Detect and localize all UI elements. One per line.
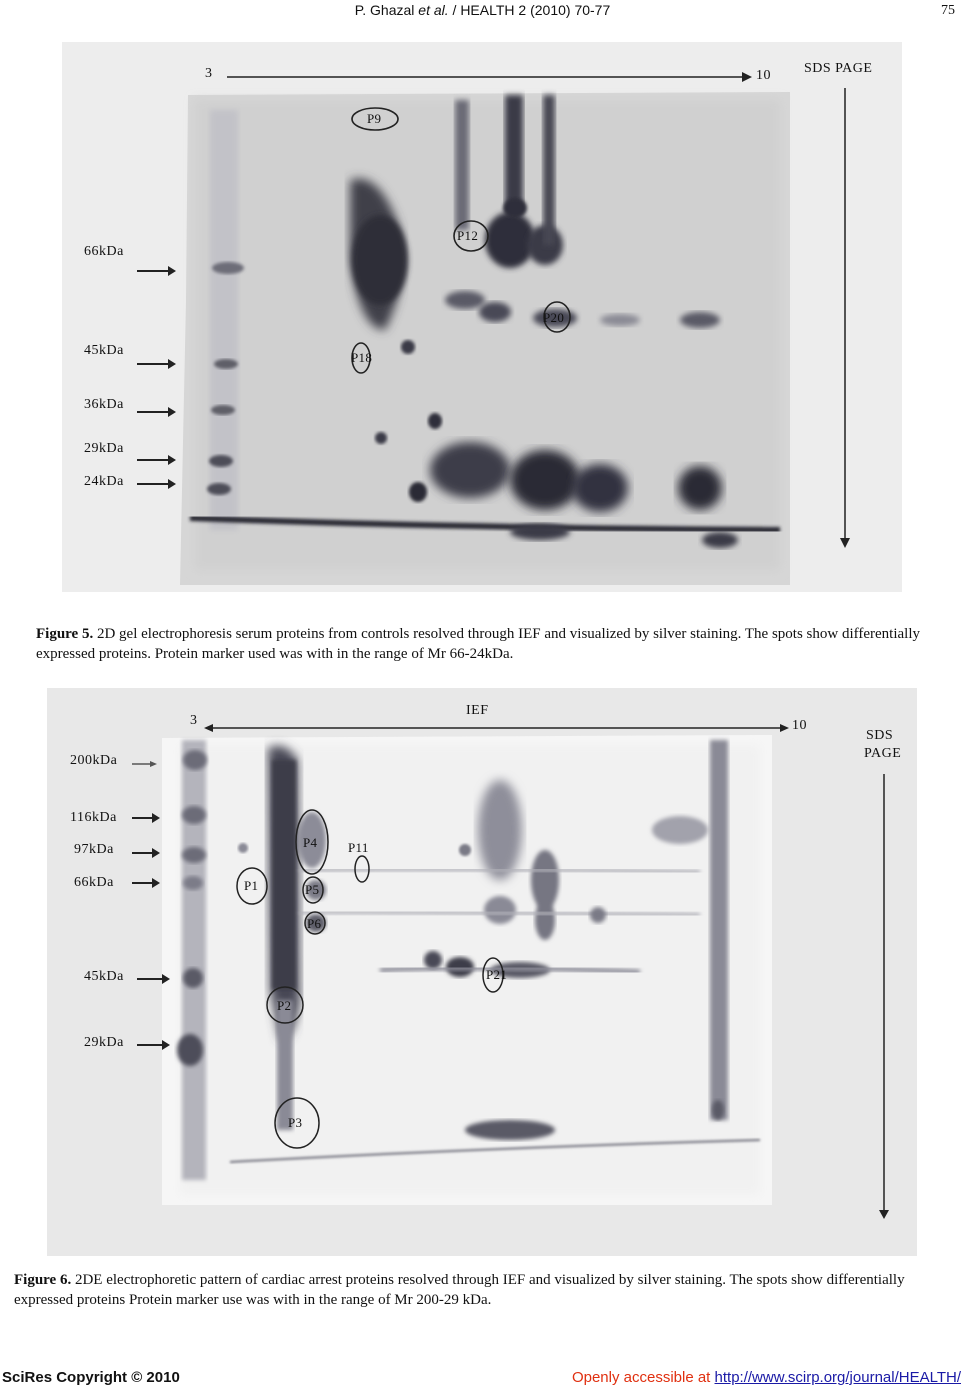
fig5-ph-high: 10 — [756, 68, 771, 83]
fig6-marker-29kda: 29kDa — [84, 1035, 124, 1050]
fig5-marker-36kda: 36kDa — [84, 397, 124, 412]
fig5-marker-66kda: 66kDa — [84, 244, 124, 259]
fig6-marker-45kda: 45kDa — [84, 969, 124, 984]
fig6-spot-p21: P21 — [486, 967, 508, 982]
page-number: 75 — [941, 3, 955, 18]
fig6-marker-116kda: 116kDa — [70, 810, 117, 825]
fig5-marker-45kda: 45kDa — [84, 343, 124, 358]
footer-access — [572, 1369, 961, 1386]
figure6-caption-text: 2DE electrophoretic pattern of cardiac arrest proteins resolved through IEF and visualized by silver staining. The spots show differentially expressed proteins Protein marker use was with in the range of Mr 200-29 kDa. — [14, 1272, 905, 1308]
fig5-sds-page-label: SDS PAGE — [804, 61, 873, 76]
header-journal: / HEALTH 2 (2010) 70-77 — [448, 2, 611, 18]
figure6-caption — [14, 1270, 949, 1310]
fig6-spot-p11: P11 — [348, 840, 369, 855]
footer-access-text: Openly accessible at — [571, 1369, 715, 1386]
fig6-spot-p6: P6 — [307, 916, 322, 931]
fig5-marker-24kda: 24kDa — [84, 474, 124, 489]
fig5-spot-p18: P18 — [351, 350, 373, 365]
fig6-ph-low: 3 — [190, 713, 198, 728]
fig6-sds-label: SDS — [866, 728, 894, 743]
header-etal: et al. — [418, 2, 449, 18]
fig6-page-label: PAGE — [864, 746, 902, 761]
fig6-spot-p2: P2 — [277, 998, 292, 1013]
footer-journal-link[interactable]: http://www.scirp.org/journal/HEALTH/ — [714, 1369, 961, 1386]
figure5-caption-label: Figure 5. — [36, 626, 94, 642]
fig5-ph-low: 3 — [205, 66, 213, 81]
fig6-marker-66kda: 66kDa — [74, 875, 114, 890]
figure6-caption-label: Figure 6. — [14, 1272, 72, 1288]
fig6-ph-high: 10 — [792, 718, 807, 733]
figure5-caption-text: 2D gel electrophoresis serum proteins from controls resolved through IEF and visualized by silver staining. The spots show differentially expressed proteins. Protein marker used was with in the range of Mr 66-24kDa. — [36, 626, 920, 662]
fig6-spot-p5: P5 — [305, 882, 320, 897]
fig5-spot-p9: P9 — [367, 111, 382, 126]
fig5-marker-29kda: 29kDa — [84, 441, 124, 456]
fig6-marker-200kda: 200kDa — [70, 753, 118, 768]
fig6-marker-97kda: 97kDa — [74, 842, 114, 857]
fig6-spot-p4: P4 — [303, 835, 318, 850]
fig6-spot-p1: P1 — [244, 878, 259, 893]
header-author: P. Ghazal — [354, 2, 419, 18]
fig6-ief-label: IEF — [466, 703, 489, 718]
fig6-spot-p3: P3 — [288, 1115, 303, 1130]
fig5-spot-p12: P12 — [457, 228, 479, 243]
footer-copyright: SciRes Copyright © 2010 — [2, 1369, 180, 1386]
fig5-spot-p20: P20 — [543, 310, 565, 325]
